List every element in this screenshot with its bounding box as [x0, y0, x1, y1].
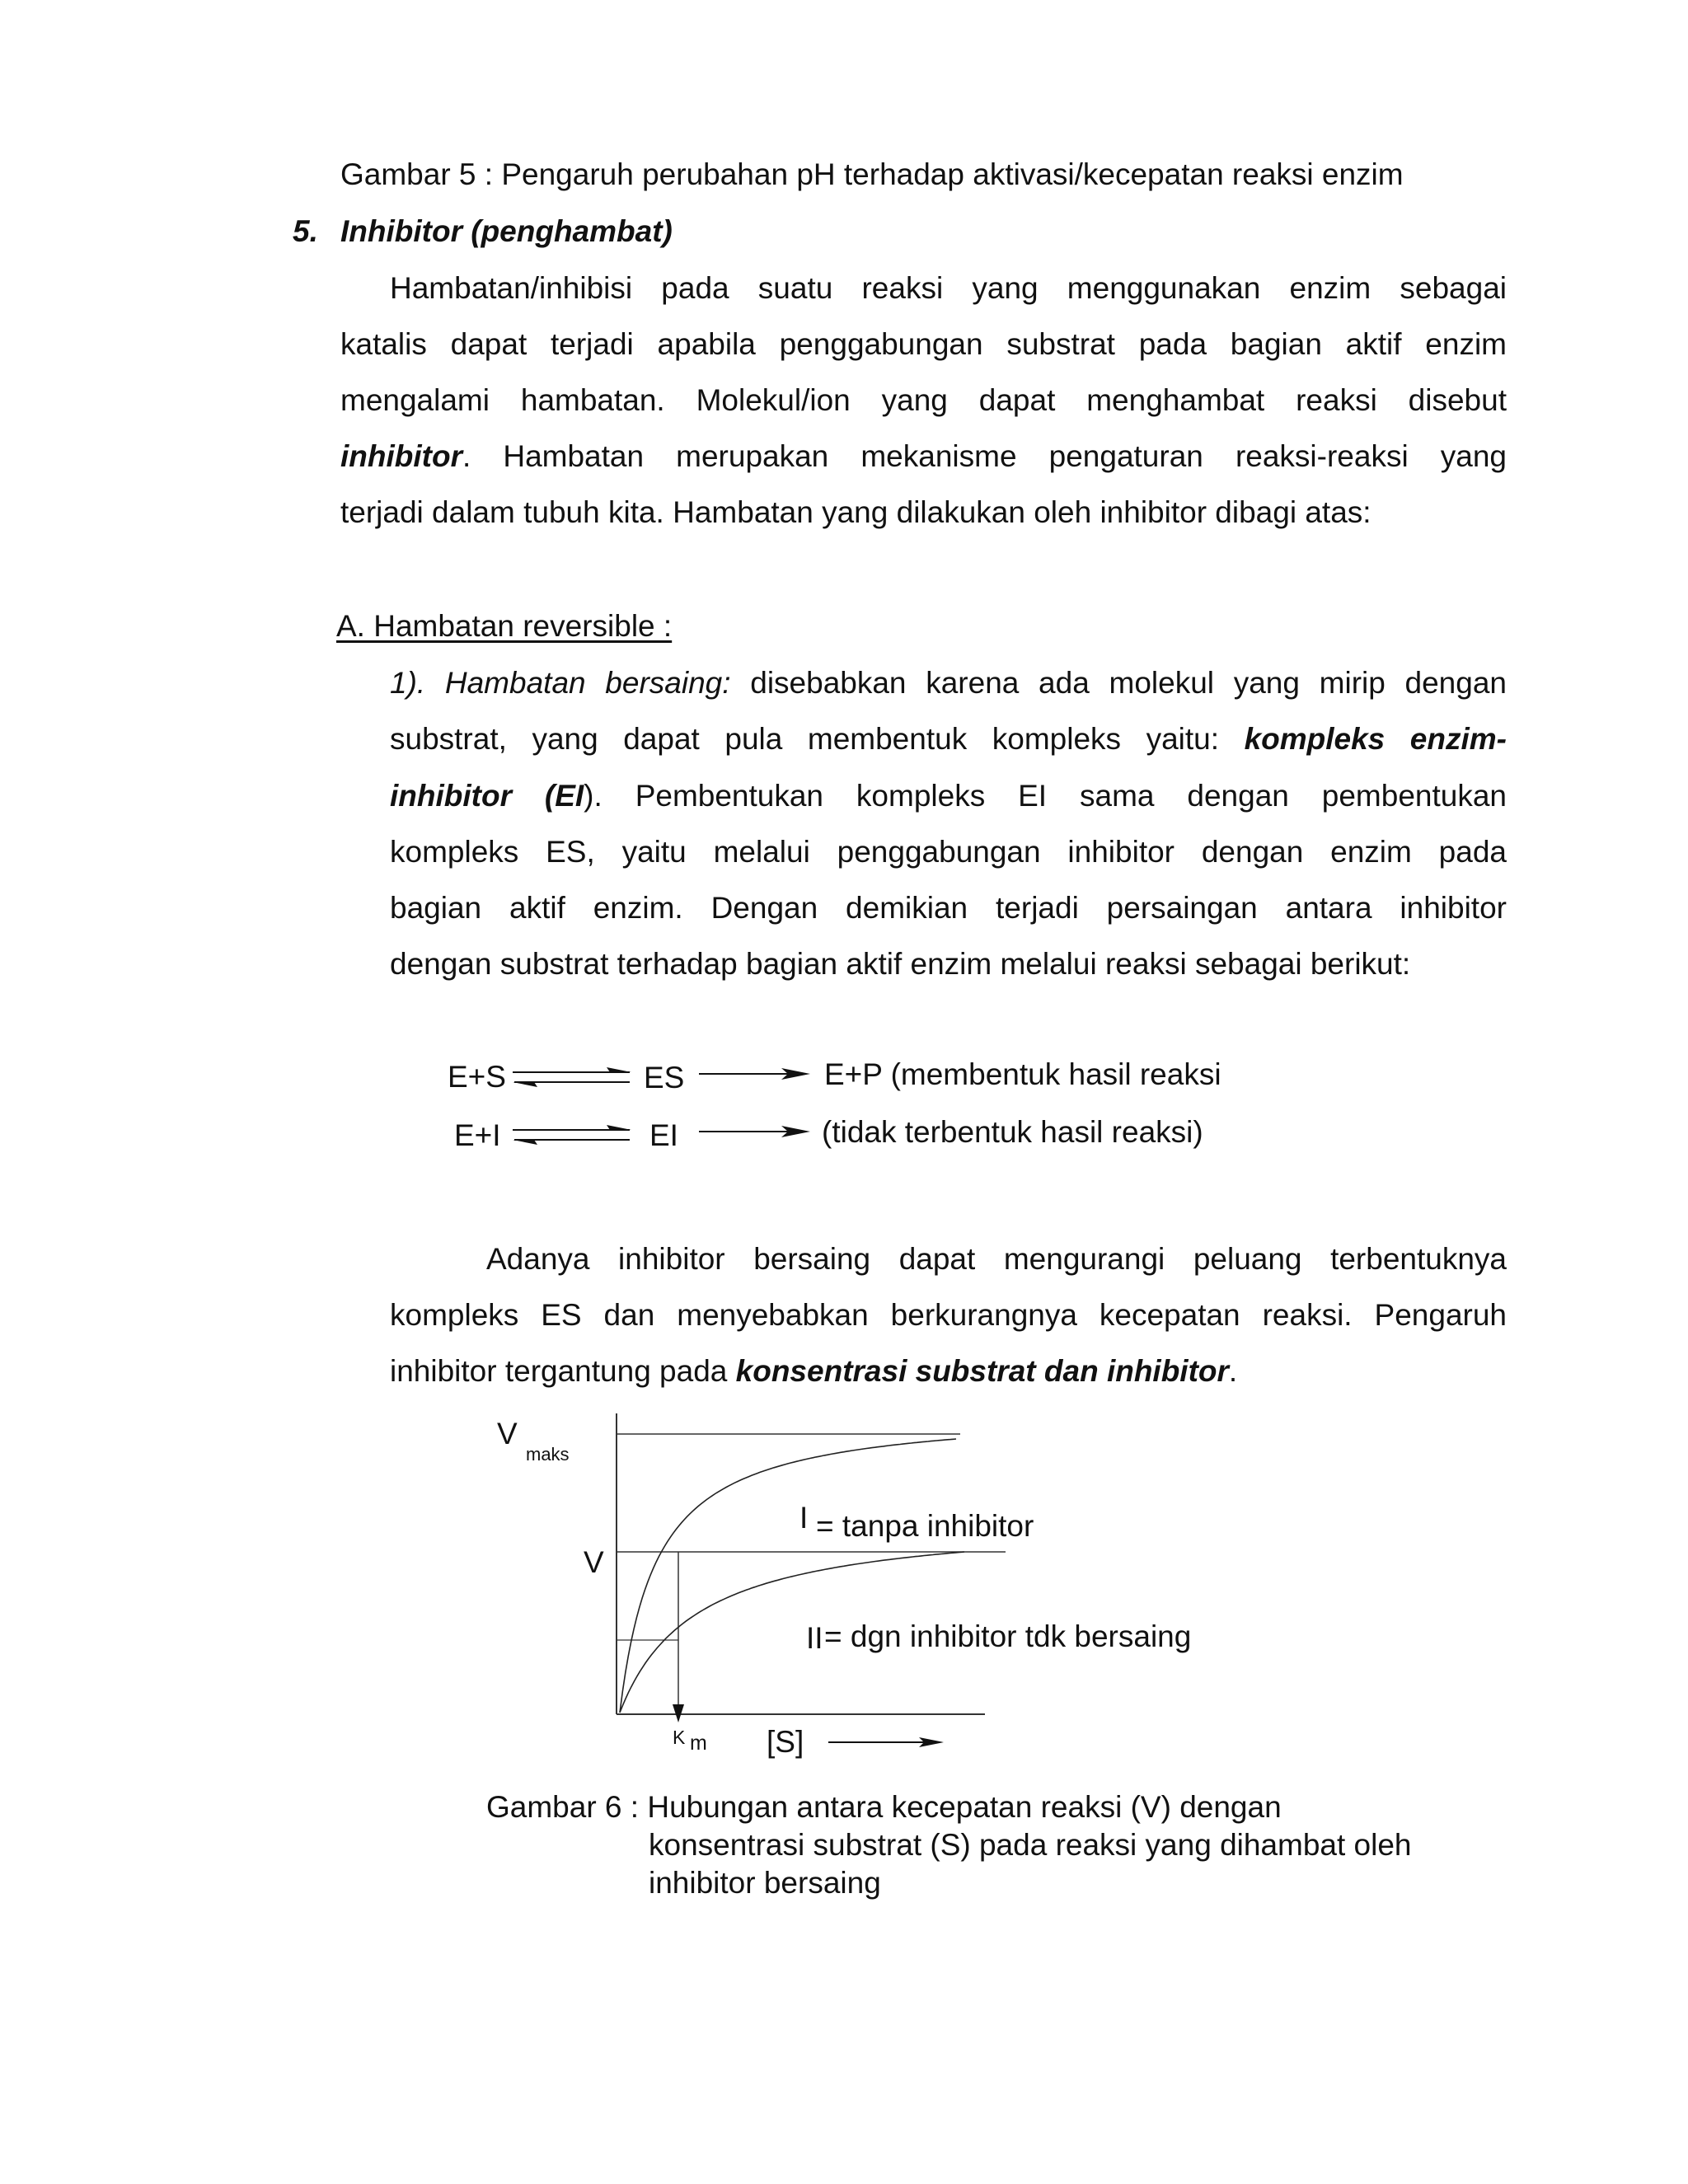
para2-line3: [390, 1356, 1237, 1386]
para2-line1: Adanya inhibitor bersaing dapat mengurangi peluang terbentuknya: [486, 1242, 1507, 1276]
series-2-numeral: II: [806, 1621, 823, 1655]
item1-line5: bagian aktif enzim. Dengan demikian terjadi persaingan antara inhibitor: [390, 891, 1507, 925]
term-inhibitor-ei: inhibitor (EI: [390, 779, 584, 813]
figure6-caption-line2: konsentrasi substrat (S) pada reaksi yang dihambat oleh: [649, 1828, 1412, 1862]
km-label-sub: m: [690, 1732, 707, 1755]
series-1-numeral: I: [799, 1501, 809, 1535]
equilibrium-arrow-icon: [511, 1124, 633, 1146]
para1-line4: [340, 441, 1507, 471]
reaction1-left: E+S: [448, 1060, 506, 1094]
item1-line1: [390, 668, 1507, 698]
y-mid-label: V: [584, 1545, 604, 1579]
x-direction-arrow-icon: [828, 1737, 944, 1747]
section-number: 5.: [293, 214, 318, 248]
para2-line3-start: inhibitor tergantung pada: [390, 1354, 736, 1388]
x-axis-label: [S]: [767, 1725, 804, 1759]
michaelis-menten-chart: [462, 1401, 1253, 1772]
y-axis-label-sub: maks: [526, 1444, 570, 1465]
curve-series-1: [620, 1439, 956, 1713]
reaction1-middle: ES: [644, 1061, 685, 1094]
para1-line5: terjadi dalam tubuh kita. Hambatan yang dilakukan oleh inhibitor dibagi atas:: [340, 495, 1372, 529]
term-konsentrasi: konsentrasi substrat dan inhibitor: [735, 1354, 1229, 1388]
term-inhibitor: inhibitor: [340, 439, 462, 473]
para1-line3: mengalami hambatan. Molekul/ion yang dapat menghambat reaksi disebut: [340, 383, 1507, 417]
reaction2-right: (tidak terbentuk hasil reaksi): [822, 1115, 1203, 1149]
para1-line4-rest: . Hambatan merupakan mekanisme pengaturan reaksi-reaksi yang: [462, 439, 1507, 473]
item1-line3: [390, 780, 1507, 811]
item1-lead: 1). Hambatan bersaing:: [390, 666, 731, 700]
item1-line2: [390, 724, 1507, 754]
y-axis-label: V: [497, 1417, 518, 1451]
para2-line2: kompleks ES dan menyebabkan berkurangnya kecepatan reaksi. Pengaruh: [390, 1298, 1507, 1332]
series-2-label: = dgn inhibitor tdk bersaing: [824, 1619, 1192, 1653]
forward-arrow-icon: [699, 1068, 811, 1080]
para1-line1: Hambatan/inhibisi pada suatu reaksi yang menggunakan enzim sebagai: [390, 271, 1507, 305]
reaction1-right: E+P (membentuk hasil reaksi: [824, 1057, 1221, 1091]
km-label: K: [673, 1727, 686, 1748]
figure5-caption: Gambar 5 : Pengaruh perubahan pH terhadap aktivasi/kecepatan reaksi enzim: [340, 157, 1404, 191]
section-title: Inhibitor (penghambat): [340, 214, 673, 248]
item1-line6: dengan substrat terhadap bagian aktif enzim melalui reaksi sebagai berikut:: [390, 947, 1411, 981]
equilibrium-arrow-icon: [511, 1066, 633, 1088]
reaction2-left: E+I: [454, 1118, 501, 1152]
item1-line2-start: substrat, yang dapat pula membentuk kompleks yaitu:: [390, 722, 1245, 756]
subsection-a-heading: A. Hambatan reversible :: [336, 609, 673, 643]
term-kompleks-enzim: kompleks enzim-: [1244, 722, 1507, 756]
item1-line4: kompleks ES, yaitu melalui penggabungan inhibitor dengan enzim pada: [390, 835, 1507, 869]
forward-arrow-icon: [699, 1126, 811, 1137]
item1-line1-rest: disebabkan karena ada molekul yang mirip dengan: [730, 666, 1507, 700]
figure6-caption-line1: Gambar 6 : Hubungan antara kecepatan reaksi (V) dengan: [486, 1790, 1282, 1824]
item1-line3-rest: ). Pembentukan kompleks EI sama dengan pembentukan: [584, 779, 1507, 813]
reaction2-middle: EI: [649, 1118, 678, 1152]
series-1-label: = tanpa inhibitor: [816, 1509, 1034, 1543]
para2-line3-end: .: [1228, 1354, 1238, 1388]
para1-line2: katalis dapat terjadi apabila penggabungan substrat pada bagian aktif enzim: [340, 327, 1507, 361]
figure6-caption-line3: inhibitor bersaing: [649, 1866, 881, 1900]
